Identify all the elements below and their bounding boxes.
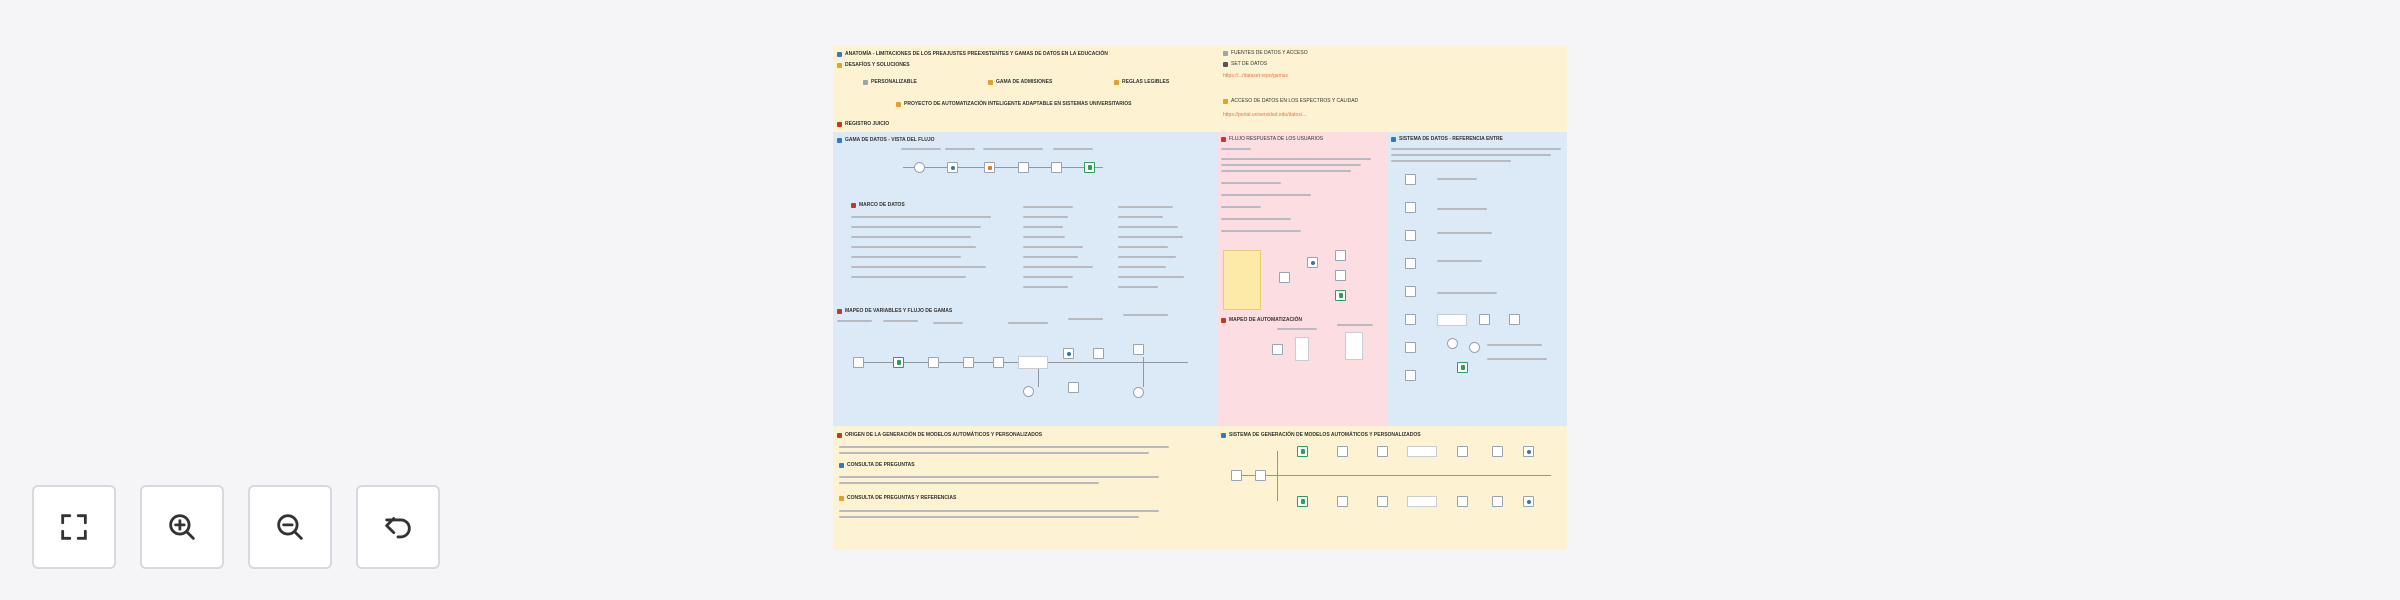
tag-icon (837, 52, 842, 57)
zone-bottom-right (1217, 426, 1567, 550)
zone-title: GAMA DE DATOS - VISTA DEL FLUJO (845, 137, 935, 143)
tag-icon (1391, 137, 1396, 142)
zone-mid-left (833, 132, 1217, 426)
flow-node[interactable] (1405, 314, 1416, 325)
flow-node[interactable] (1492, 496, 1503, 507)
flow-card[interactable] (1407, 446, 1437, 457)
section-heading: ACCESO DE DATOS EN LOS ESPECTROS Y CALIDAD (1231, 98, 1359, 104)
flow-node[interactable] (1051, 162, 1062, 173)
section-title: CONSULTA DE PREGUNTAS (847, 462, 915, 468)
zone-title: SISTEMA DE DATOS - REFERENCIA ENTRE (1399, 136, 1503, 142)
flow-node[interactable] (1457, 446, 1468, 457)
flow-node[interactable] (928, 357, 939, 368)
zone-mid-center (1217, 132, 1387, 426)
flow-node[interactable] (984, 162, 995, 173)
database-icon (1223, 62, 1228, 67)
flow-node[interactable] (1405, 370, 1416, 381)
flow-card[interactable] (1345, 332, 1363, 360)
item-icon (863, 80, 868, 85)
flow-node[interactable] (1255, 470, 1266, 481)
flow-node[interactable] (1093, 348, 1104, 359)
flow-node[interactable] (893, 357, 904, 368)
section-title: CONSULTA DE PREGUNTAS Y REFERENCIAS (847, 495, 957, 501)
section-title: MAPEO DE AUTOMATIZACIÓN (1229, 317, 1302, 323)
flow-node[interactable] (1023, 386, 1034, 397)
flow-node[interactable] (1133, 387, 1144, 398)
flow-node[interactable] (1377, 446, 1388, 457)
fit-to-screen-button[interactable] (32, 485, 116, 569)
flow-node[interactable] (914, 162, 925, 173)
flow-node[interactable] (1523, 446, 1534, 457)
section-heading: FUENTES DE DATOS Y ACCESO (1231, 50, 1308, 56)
item-gama-admisiones: GAMA DE ADMISIONES (996, 79, 1053, 85)
star-icon (839, 496, 844, 501)
flow-node[interactable] (1492, 446, 1503, 457)
zone-mid-right (1387, 132, 1567, 426)
zone-title: ORIGEN DE LA GENERACIÓN DE MODELOS AUTOMÁTICOS Y PERSONALIZADOS (845, 432, 1043, 438)
flow-node[interactable] (1018, 162, 1029, 173)
flow-node[interactable] (1405, 202, 1416, 213)
expand-corners-icon (57, 510, 91, 544)
zone-title: ANATOMÍA - LIMITACIONES DE LOS PREAJUSTES PREEXISTENTES Y GAMAS DE DATOS EN LA EDUCACIÓN (845, 51, 1108, 57)
flow-node[interactable] (1479, 314, 1490, 325)
flow-node[interactable] (853, 357, 864, 368)
list-icon (851, 203, 856, 208)
zone-top-left (833, 46, 1217, 132)
flow-node[interactable] (1405, 258, 1416, 269)
zone-bottom-left (833, 426, 1217, 550)
flow-node[interactable] (993, 357, 1004, 368)
section-title: MAPEO DE VARIABLES Y FLUJO DE GAMAS (845, 308, 953, 314)
zoom-in-button[interactable] (140, 485, 224, 569)
flow-node[interactable] (1447, 338, 1458, 349)
undo-button[interactable] (356, 485, 440, 569)
zone-banner: PROYECTO DE AUTOMATIZACIÓN INTELIGENTE ADAPTABLE EN SISTEMAS UNIVERSITARIOS (904, 101, 1132, 107)
item-icon (988, 80, 993, 85)
mind-map-board[interactable] (833, 46, 1567, 550)
flow-node[interactable] (1509, 314, 1520, 325)
warning-icon (837, 63, 842, 68)
flow-node[interactable] (1063, 348, 1074, 359)
star-icon (1223, 99, 1228, 104)
item-personalizable: PERSONALIZABLE (871, 79, 917, 85)
dataset-link[interactable]: https://.../dataset-repo/gamas (1223, 73, 1289, 79)
flow-node[interactable] (1297, 496, 1308, 507)
flow-node[interactable] (1405, 174, 1416, 185)
flow-node[interactable] (1133, 344, 1144, 355)
flag-icon (837, 122, 842, 127)
zone-subtitle: DESAFÍOS Y SOLUCIONES (845, 62, 910, 68)
tag-icon (1221, 318, 1226, 323)
zone-title: FLUJO RESPUESTA DE LOS USUARIOS (1229, 136, 1324, 142)
zone-footer: REGISTRO JUICIO (845, 121, 890, 127)
flow-node[interactable] (1335, 270, 1346, 281)
flow-node[interactable] (1335, 250, 1346, 261)
flow-card[interactable] (1407, 496, 1437, 507)
flow-node[interactable] (1337, 446, 1348, 457)
zoom-out-button[interactable] (248, 485, 332, 569)
flow-node[interactable] (1457, 496, 1468, 507)
tag-icon (1223, 51, 1228, 56)
tag-icon (839, 463, 844, 468)
flow-node[interactable] (947, 162, 958, 173)
flow-card[interactable] (1437, 314, 1467, 326)
tag-icon (837, 138, 842, 143)
flow-node[interactable] (1279, 272, 1290, 283)
flow-node[interactable] (1457, 362, 1468, 373)
flow-card[interactable] (1018, 356, 1048, 369)
flow-node[interactable] (1405, 342, 1416, 353)
flow-node[interactable] (1377, 496, 1388, 507)
flow-node[interactable] (1272, 344, 1283, 355)
flow-card[interactable] (1295, 337, 1309, 361)
flow-node[interactable] (1084, 162, 1095, 173)
bulb-icon (896, 102, 901, 107)
flow-node[interactable] (1335, 290, 1346, 301)
zoom-out-icon (273, 510, 307, 544)
flow-node[interactable] (1231, 470, 1242, 481)
tag-icon (837, 309, 842, 314)
item-reglas: REGLAS LEGIBLES (1122, 79, 1170, 85)
section-title: MARCO DE DATOS (859, 202, 905, 208)
flow-node[interactable] (1469, 342, 1480, 353)
tag-icon (837, 433, 842, 438)
tag-icon (1221, 433, 1226, 438)
flow-node[interactable] (1523, 496, 1534, 507)
flow-node[interactable] (1307, 257, 1318, 268)
flow-node[interactable] (963, 357, 974, 368)
zone-top-right (1217, 46, 1567, 132)
tag-icon (1221, 137, 1226, 142)
undo-icon (381, 510, 415, 544)
flow-node[interactable] (1297, 446, 1308, 457)
zoom-in-icon (165, 510, 199, 544)
flow-node[interactable] (1068, 382, 1079, 393)
zone-title: SISTEMA DE GENERACIÓN DE MODELOS AUTOMÁTICOS Y PERSONALIZADOS (1229, 432, 1421, 438)
section-heading: SET DE DATOS (1231, 61, 1268, 67)
flow-node[interactable] (1405, 286, 1416, 297)
sticky-note[interactable] (1223, 250, 1261, 310)
portal-link[interactable]: https://portal.universidad.edu/datos/... (1223, 112, 1307, 118)
item-icon (1114, 80, 1119, 85)
flow-node[interactable] (1405, 230, 1416, 241)
flow-node[interactable] (1337, 496, 1348, 507)
